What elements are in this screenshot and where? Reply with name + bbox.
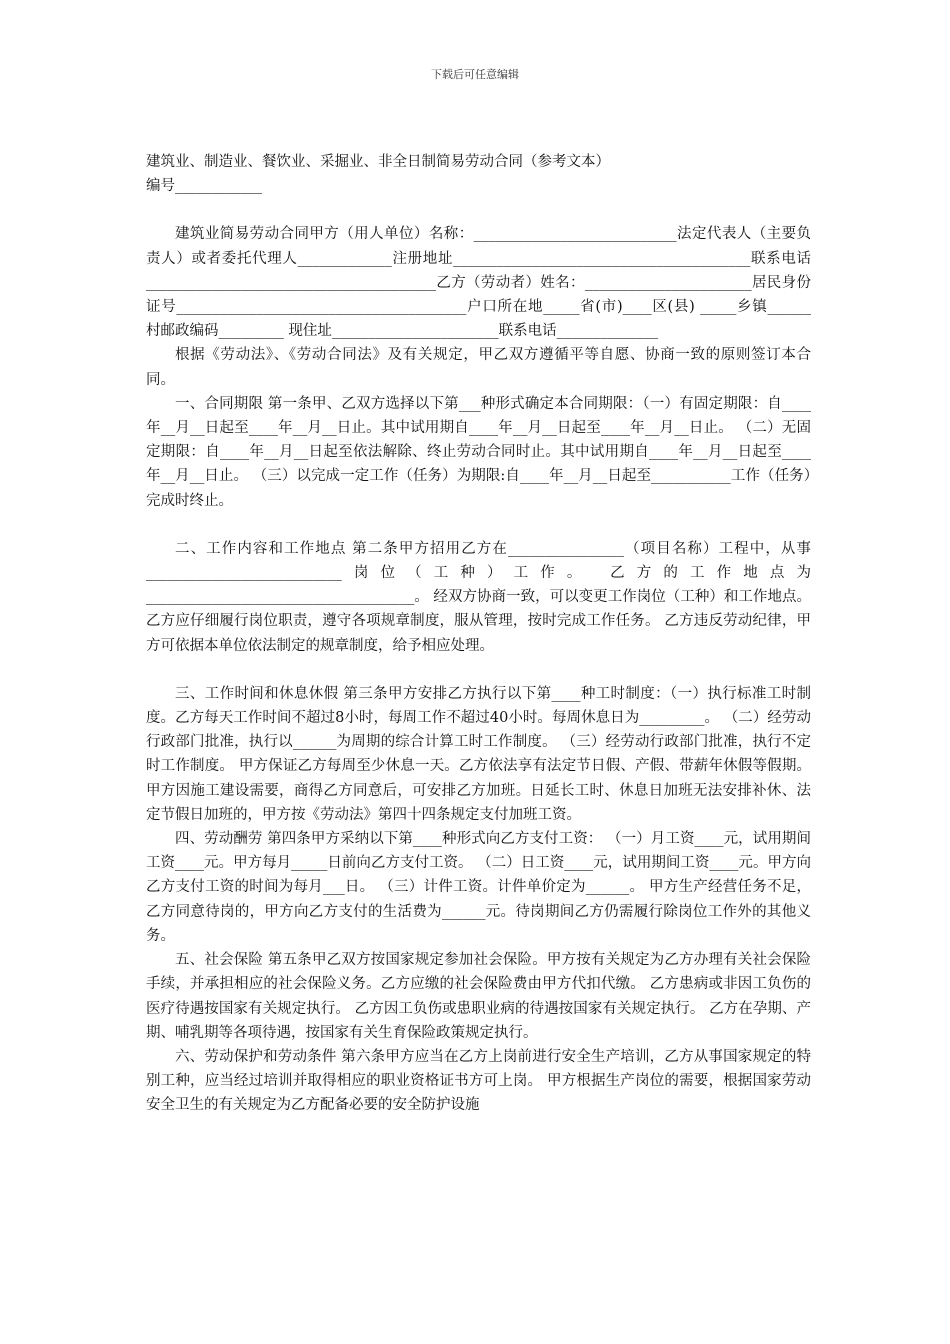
section-remuneration: 四、劳动酬劳 第四条甲方采纳以下第____种形式向乙方支付工资： （一）月工资____元，试用期间工资____元。甲方每月_____日前向乙方支付工资。 （二）日工资____元，试用期间工资____元。甲方向乙方支付工资的时间为每月___日。 （三）计件工资。计件单价定为______。 甲方生产经营任务不足，乙方同意待岗的，甲方向乙方支付的生活费为______元。待岗期间乙方仍需履行除岗位工作外的其他义务。 [146,831,811,944]
section-work-hours: 三、工作时间和休息休假 第三条甲方安排乙方执行以下第____种工时制度：（一）执行标准工时制度。乙方每天工作时间不超过8小时，每周工作不超过40小时。每周休息日为_________。 （二）经劳动行政部门批准，执行以______为周期的综合计算工时工作制度。 （三）经劳动行政部门批准，执行不定时工作制度。 甲方保证乙方每周至少休息一天。乙方依法享有法定节日假、产假、带薪年休假等假期。 甲方因施工建设需要，商得乙方同意后，可安排乙方加班。日延长工时、休息日加班无法安排补休、法定节假日加班的，甲方按《劳动法》第四十四条规定支付加班工资。 [146,685,811,823]
section-contract-term: 一、合同期限 第一条甲、乙双方选择以下第___种形式确定本合同期限：（一）有固定期限：自____年__月__日起至____年__月__日止。其中试用期自____年__月__日起至____年__月__日止。 （二）无固定期限：自____年__月__日起至依法解除、终止劳动合同时止。其中试用期自____年__月__日起至____年__月__日止。 （三）以完成一定工作（任务）为期限:自____年__月__日起至___________工作（任务）完成时终止。 [146,395,811,509]
contract-number: 编号____________ [146,178,262,195]
parties-paragraph: 建筑业简易劳动合同甲方（用人单位）名称：____________________________法定代表人（主要负责人）或者委托代理人_____________注册地址_________________________________________联系电话________________________________________乙方（劳动者）姓名：_______________________居民身份证号________________________________________户口所在地_____省(市)____区(县) _____乡镇______村邮政编码_________ 现住址_______________________联系电话______________ [146,226,811,340]
basis-paragraph: 根据《劳动法》、《劳动合同法》及有关规定，甲乙双方遵循平等自愿、协商一致的原则签订本合同。 [146,347,811,388]
section-social-insurance: 五、社会保险 第五条甲乙双方按国家规定参加社会保险。甲方按有关规定为乙方办理有关社会保险手续，并承担相应的社会保险义务。乙方应缴的社会保险费由甲方代扣代缴。 乙方患病或非因工负伤的医疗待遇按国家有关规定执行。 乙方因工负伤或患职业病的待遇按国家有关规定执行。 乙方在孕期、产期、哺乳期等各项待遇，按国家有关生育保险政策规定执行。 [146,952,811,1041]
header-note: 下载后可任意编辑 [431,68,519,81]
section-work-content: 二、工作内容和工作地点 第二条甲方招用乙方在________________（项目名称）工程中，从事___________________________岗位（工种）工作。 乙方的工作地点为_____________________________________。 经双方协商一致，可以变更工作岗位（工种）和工作地点。 乙方应仔细履行岗位职责，遵守各项规章制度，服从管理，按时完成工作任务。 乙方违反劳动纪律，甲方可依据本单位依法制定的规章制度，给予相应处理。 [146,540,811,654]
document-title: 建筑业、制造业、餐饮业、采掘业、非全日制简易劳动合同（参考文本） [146,154,610,170]
section-labor-protection: 六、劳动保护和劳动条件 第六条甲方应当在乙方上岗前进行安全生产培训，乙方从事国家规定的特别工种，应当经过培训并取得相应的职业资格证书方可上岗。 甲方根据生产岗位的需要，根据国家劳动安全卫生的有关规定为乙方配备必要的安全防护设施 [146,1048,811,1114]
document-body [146,150,811,1118]
